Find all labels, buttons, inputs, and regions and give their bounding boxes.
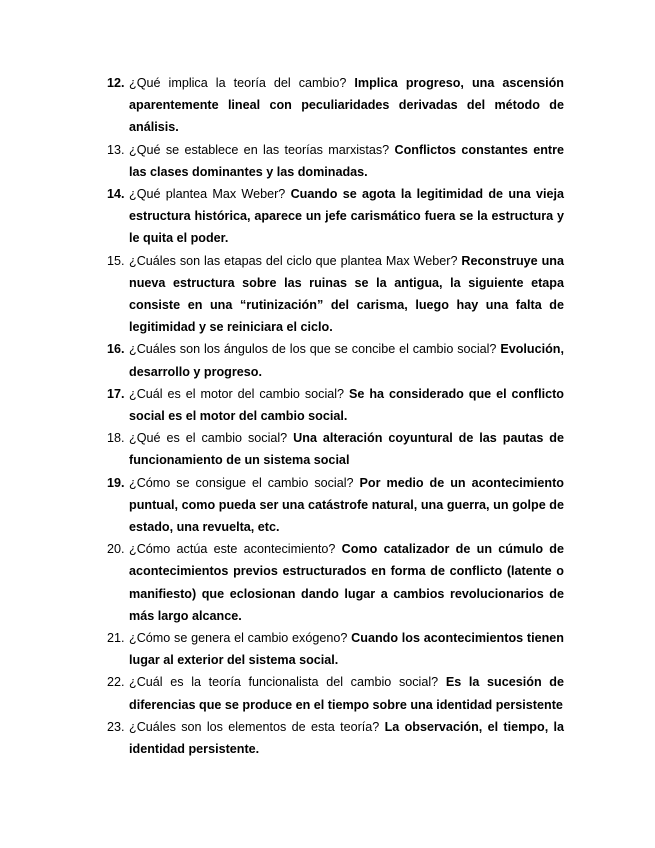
answer-text: Implica progreso, una ascensión aparentemente lineal con peculiaridades derivadas del método de análisis. [129, 76, 564, 135]
answer-text: Se ha considerado que el conflicto social es el motor del cambio social. [129, 386, 565, 424]
qa-item-14 [107, 183, 564, 250]
question-text: ¿Qué se establece en las teorías marxistas? [129, 142, 390, 157]
item-number: 12. [107, 76, 125, 90]
question-text: ¿Cómo se genera el cambio exógeno? [129, 631, 348, 646]
question-text: ¿Qué plantea Max Weber? [129, 187, 286, 202]
answer-text: La observación, el tiempo, la identidad persistente. [129, 719, 565, 757]
document-page [107, 72, 564, 760]
answer-text: Una alteración coyuntural de las pautas de funcionamiento de un sistema social [129, 431, 564, 468]
item-number: 18. [107, 431, 125, 446]
answer-text: Por medio de un acontecimiento puntual, como pueda ser una catástrofe natural, una guerra, un golpe de estado, una revuelta, etc. [129, 475, 564, 535]
qa-item-23 [107, 716, 564, 760]
item-number: 17. [107, 386, 125, 401]
qa-item-19 [107, 472, 564, 539]
item-number: 20. [107, 542, 125, 557]
answer-text: Cuando los acontecimientos tienen lugar al exterior del sistema social. [129, 631, 564, 668]
qa-item-17 [107, 383, 564, 427]
question-text: ¿Cuál es el motor del cambio social? [129, 386, 345, 401]
question-text: ¿Qué implica la teoría del cambio? [129, 76, 347, 90]
qa-item-20 [107, 538, 564, 627]
item-number: 15. [107, 253, 125, 268]
qa-item-15 [107, 250, 564, 339]
qa-item-22 [107, 671, 564, 715]
qa-item-21 [107, 627, 564, 671]
question-text: ¿Cuáles son las etapas del ciclo que plantea Max Weber? [129, 253, 458, 268]
answer-text: Cuando se agota la legitimidad de una vieja estructura histórica, aparece un jefe carismático fuera se la estructura y le quita el poder. [129, 187, 564, 246]
question-text: ¿Cómo se consigue el cambio social? [129, 475, 354, 490]
answer-text: Reconstruye una nueva estructura sobre las ruinas se la antigua, la siguiente etapa consiste en una “rutinización” del carisma, luego hay una falta de legitimidad y se reiniciara el ciclo. [129, 253, 564, 335]
qa-item-13 [107, 139, 564, 183]
item-number: 19. [107, 475, 125, 490]
question-text: ¿Cuáles son los elementos de esta teoría? [129, 719, 380, 734]
answer-text: Como catalizador de un cúmulo de acontecimientos previos estructurados en forma de conflicto (latente o manifiesto) que eclosionan dando lugar a cambios revolucionarios de más largo alcance. [129, 542, 565, 623]
item-number: 23. [107, 719, 125, 734]
answer-text: Conflictos constantes entre las clases dominantes y las dominadas. [129, 142, 564, 179]
item-number: 14. [107, 187, 125, 202]
question-text: ¿Cómo actúa este acontecimiento? [129, 542, 336, 557]
question-text: ¿Cuál es la teoría funcionalista del cambio social? [129, 675, 439, 690]
item-number: 16. [107, 342, 125, 357]
answer-text: Evolución, desarrollo y progreso. [129, 342, 564, 379]
question-text: ¿Qué es el cambio social? [129, 431, 288, 446]
question-text: ¿Cuáles son los ángulos de los que se concibe el cambio social? [129, 342, 497, 357]
qa-item-18 [107, 427, 564, 471]
answer-text: Es la sucesión de diferencias que se produce en el tiempo sobre una identidad persistente [129, 675, 565, 712]
qa-item-12 [107, 72, 564, 139]
item-number: 13. [107, 142, 125, 157]
item-number: 22. [107, 675, 125, 690]
item-number: 21. [107, 631, 125, 646]
qa-item-16 [107, 338, 564, 382]
